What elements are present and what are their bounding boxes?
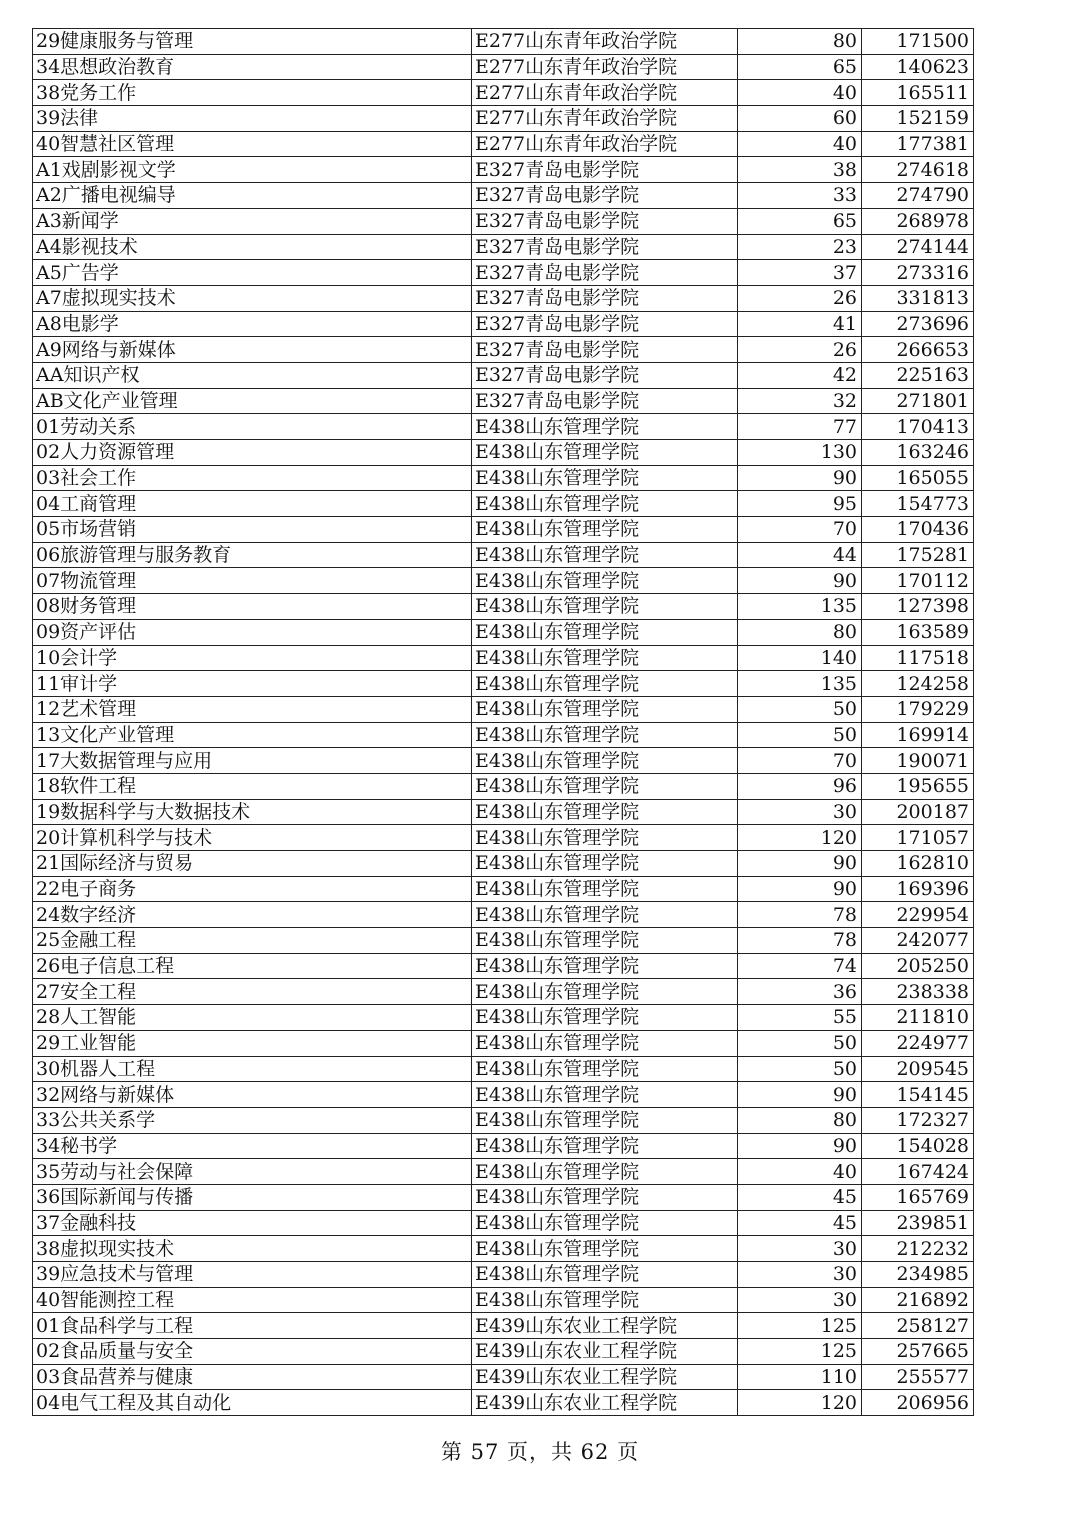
- rank-cell: 170413: [862, 414, 974, 440]
- table-row: [33, 414, 974, 440]
- rank-cell: 216892: [862, 1287, 974, 1313]
- table-row: [33, 440, 974, 466]
- plan-count-cell: 38: [738, 157, 862, 183]
- major-cell: 33公共关系学: [33, 1107, 472, 1133]
- plan-count-cell: 120: [738, 825, 862, 851]
- table-row: [33, 157, 974, 183]
- major-cell: 34思想政治教育: [33, 54, 472, 80]
- major-cell: 27安全工程: [33, 979, 472, 1005]
- school-cell: E439山东农业工程学院: [472, 1364, 738, 1390]
- rank-cell: 169914: [862, 722, 974, 748]
- major-cell: 13文化产业管理: [33, 722, 472, 748]
- table-row: [33, 953, 974, 979]
- plan-count-cell: 110: [738, 1364, 862, 1390]
- school-cell: E438山东管理学院: [472, 440, 738, 466]
- plan-count-cell: 80: [738, 1107, 862, 1133]
- rank-cell: 154145: [862, 1082, 974, 1108]
- table-row: [33, 1184, 974, 1210]
- rank-cell: 274618: [862, 157, 974, 183]
- rank-cell: 172327: [862, 1107, 974, 1133]
- rank-cell: 177381: [862, 131, 974, 157]
- rank-cell: 274790: [862, 183, 974, 209]
- table-row: [33, 1262, 974, 1288]
- major-cell: A2广播电视编导: [33, 183, 472, 209]
- school-cell: E438山东管理学院: [472, 696, 738, 722]
- major-cell: 07物流管理: [33, 568, 472, 594]
- major-cell: 04电气工程及其自动化: [33, 1390, 472, 1416]
- school-cell: E438山东管理学院: [472, 1030, 738, 1056]
- rank-cell: 163246: [862, 440, 974, 466]
- plan-count-cell: 78: [738, 928, 862, 954]
- plan-count-cell: 90: [738, 465, 862, 491]
- major-cell: 37金融科技: [33, 1210, 472, 1236]
- rank-cell: 195655: [862, 773, 974, 799]
- major-cell: 06旅游管理与服务教育: [33, 542, 472, 568]
- major-cell: 09资产评估: [33, 619, 472, 645]
- table-row: [33, 29, 974, 55]
- rank-cell: 162810: [862, 851, 974, 877]
- rank-cell: 165769: [862, 1184, 974, 1210]
- plan-count-cell: 44: [738, 542, 862, 568]
- school-cell: E327青岛电影学院: [472, 208, 738, 234]
- major-cell: 40智慧社区管理: [33, 131, 472, 157]
- major-cell: 11审计学: [33, 671, 472, 697]
- plan-count-cell: 50: [738, 1030, 862, 1056]
- plan-count-cell: 74: [738, 953, 862, 979]
- table-row: [33, 131, 974, 157]
- major-cell: 25金融工程: [33, 928, 472, 954]
- rank-cell: 331813: [862, 285, 974, 311]
- table-row: [33, 928, 974, 954]
- rank-cell: 167424: [862, 1159, 974, 1185]
- table-row: [33, 54, 974, 80]
- table-row: [33, 517, 974, 543]
- major-cell: 39法律: [33, 106, 472, 132]
- rank-cell: 140623: [862, 54, 974, 80]
- table-row: [33, 645, 974, 671]
- school-cell: E438山东管理学院: [472, 979, 738, 1005]
- plan-count-cell: 140: [738, 645, 862, 671]
- plan-count-cell: 125: [738, 1313, 862, 1339]
- school-cell: E327青岛电影学院: [472, 388, 738, 414]
- school-cell: E438山东管理学院: [472, 1056, 738, 1082]
- table-row: [33, 285, 974, 311]
- school-cell: E438山东管理学院: [472, 619, 738, 645]
- plan-count-cell: 130: [738, 440, 862, 466]
- school-cell: E439山东农业工程学院: [472, 1390, 738, 1416]
- rank-cell: 171057: [862, 825, 974, 851]
- school-cell: E277山东青年政治学院: [472, 131, 738, 157]
- rank-cell: 179229: [862, 696, 974, 722]
- table-row: [33, 337, 974, 363]
- major-cell: 21国际经济与贸易: [33, 851, 472, 877]
- school-cell: E327青岛电影学院: [472, 234, 738, 260]
- table-row: [33, 362, 974, 388]
- table-row: [33, 902, 974, 928]
- major-cell: 32网络与新媒体: [33, 1082, 472, 1108]
- major-cell: 34秘书学: [33, 1133, 472, 1159]
- plan-count-cell: 30: [738, 1262, 862, 1288]
- major-cell: 20计算机科学与技术: [33, 825, 472, 851]
- school-cell: E438山东管理学院: [472, 1133, 738, 1159]
- table-row: [33, 1313, 974, 1339]
- school-cell: E438山东管理学院: [472, 671, 738, 697]
- table-row: [33, 671, 974, 697]
- plan-count-cell: 37: [738, 260, 862, 286]
- table-row: [33, 1210, 974, 1236]
- school-cell: E438山东管理学院: [472, 645, 738, 671]
- rank-cell: 205250: [862, 953, 974, 979]
- plan-count-cell: 65: [738, 54, 862, 80]
- rank-cell: 169396: [862, 876, 974, 902]
- table-row: [33, 1287, 974, 1313]
- table-row: [33, 388, 974, 414]
- school-cell: E438山东管理学院: [472, 568, 738, 594]
- school-cell: E438山东管理学院: [472, 491, 738, 517]
- rank-cell: 255577: [862, 1364, 974, 1390]
- table-row: [33, 542, 974, 568]
- rank-cell: 124258: [862, 671, 974, 697]
- major-cell: A4影视技术: [33, 234, 472, 260]
- table-row: [33, 851, 974, 877]
- plan-count-cell: 40: [738, 1159, 862, 1185]
- rank-cell: 190071: [862, 748, 974, 774]
- major-cell: 40智能测控工程: [33, 1287, 472, 1313]
- rank-cell: 238338: [862, 979, 974, 1005]
- plan-count-cell: 33: [738, 183, 862, 209]
- school-cell: E438山东管理学院: [472, 1005, 738, 1031]
- major-cell: A5广告学: [33, 260, 472, 286]
- table-row: [33, 1082, 974, 1108]
- major-cell: AB文化产业管理: [33, 388, 472, 414]
- major-cell: 26电子信息工程: [33, 953, 472, 979]
- major-cell: A8电影学: [33, 311, 472, 337]
- major-cell: A3新闻学: [33, 208, 472, 234]
- rank-cell: 206956: [862, 1390, 974, 1416]
- school-cell: E438山东管理学院: [472, 1159, 738, 1185]
- plan-count-cell: 36: [738, 979, 862, 1005]
- rank-cell: 200187: [862, 799, 974, 825]
- page-number-footer: 第 57 页，共 62 页: [440, 1440, 640, 1464]
- table-row: [33, 1133, 974, 1159]
- plan-count-cell: 90: [738, 876, 862, 902]
- plan-count-cell: 95: [738, 491, 862, 517]
- rank-cell: 165511: [862, 80, 974, 106]
- table-row: [33, 465, 974, 491]
- table-row: [33, 234, 974, 260]
- major-cell: 29健康服务与管理: [33, 29, 472, 55]
- plan-count-cell: 50: [738, 696, 862, 722]
- rank-cell: 257665: [862, 1339, 974, 1365]
- school-cell: E327青岛电影学院: [472, 285, 738, 311]
- major-cell: 08财务管理: [33, 594, 472, 620]
- major-cell: 39应急技术与管理: [33, 1262, 472, 1288]
- plan-count-cell: 50: [738, 1056, 862, 1082]
- major-cell: 02人力资源管理: [33, 440, 472, 466]
- rank-cell: 274144: [862, 234, 974, 260]
- plan-count-cell: 41: [738, 311, 862, 337]
- rank-cell: 271801: [862, 388, 974, 414]
- school-cell: E438山东管理学院: [472, 594, 738, 620]
- rank-cell: 117518: [862, 645, 974, 671]
- table-body: [33, 29, 974, 1416]
- school-cell: E438山东管理学院: [472, 825, 738, 851]
- plan-count-cell: 135: [738, 671, 862, 697]
- plan-count-cell: 70: [738, 517, 862, 543]
- major-cell: A1戏剧影视文学: [33, 157, 472, 183]
- school-cell: E438山东管理学院: [472, 517, 738, 543]
- major-cell: 28人工智能: [33, 1005, 472, 1031]
- plan-count-cell: 26: [738, 285, 862, 311]
- plan-count-cell: 78: [738, 902, 862, 928]
- table-row: [33, 722, 974, 748]
- school-cell: E438山东管理学院: [472, 902, 738, 928]
- table-row: [33, 106, 974, 132]
- plan-count-cell: 50: [738, 722, 862, 748]
- school-cell: E277山东青年政治学院: [472, 106, 738, 132]
- school-cell: E438山东管理学院: [472, 1184, 738, 1210]
- table-row: [33, 260, 974, 286]
- plan-count-cell: 60: [738, 106, 862, 132]
- major-cell: 22电子商务: [33, 876, 472, 902]
- plan-count-cell: 96: [738, 773, 862, 799]
- plan-count-cell: 55: [738, 1005, 862, 1031]
- major-cell: 03食品营养与健康: [33, 1364, 472, 1390]
- plan-count-cell: 30: [738, 799, 862, 825]
- school-cell: E327青岛电影学院: [472, 337, 738, 363]
- plan-count-cell: 120: [738, 1390, 862, 1416]
- school-cell: E438山东管理学院: [472, 1262, 738, 1288]
- plan-count-cell: 90: [738, 1082, 862, 1108]
- school-cell: E438山东管理学院: [472, 876, 738, 902]
- rank-cell: 154028: [862, 1133, 974, 1159]
- rank-cell: 171500: [862, 29, 974, 55]
- school-cell: E438山东管理学院: [472, 722, 738, 748]
- table-row: [33, 311, 974, 337]
- school-cell: E438山东管理学院: [472, 1082, 738, 1108]
- major-cell: 35劳动与社会保障: [33, 1159, 472, 1185]
- rank-cell: 209545: [862, 1056, 974, 1082]
- plan-count-cell: 90: [738, 568, 862, 594]
- school-cell: E438山东管理学院: [472, 799, 738, 825]
- table-row: [33, 1390, 974, 1416]
- school-cell: E438山东管理学院: [472, 1287, 738, 1313]
- major-cell: A7虚拟现实技术: [33, 285, 472, 311]
- major-cell: 24数字经济: [33, 902, 472, 928]
- major-cell: 02食品质量与安全: [33, 1339, 472, 1365]
- school-cell: E438山东管理学院: [472, 773, 738, 799]
- school-cell: E438山东管理学院: [472, 465, 738, 491]
- school-cell: E327青岛电影学院: [472, 260, 738, 286]
- rank-cell: 234985: [862, 1262, 974, 1288]
- rank-cell: 170436: [862, 517, 974, 543]
- major-cell: 03社会工作: [33, 465, 472, 491]
- school-cell: E438山东管理学院: [472, 414, 738, 440]
- rank-cell: 268978: [862, 208, 974, 234]
- rank-cell: 211810: [862, 1005, 974, 1031]
- major-cell: A9网络与新媒体: [33, 337, 472, 363]
- plan-count-cell: 23: [738, 234, 862, 260]
- major-cell: 05市场营销: [33, 517, 472, 543]
- table-row: [33, 594, 974, 620]
- rank-cell: 127398: [862, 594, 974, 620]
- table-row: [33, 1056, 974, 1082]
- rank-cell: 165055: [862, 465, 974, 491]
- school-cell: E327青岛电影学院: [472, 362, 738, 388]
- school-cell: E438山东管理学院: [472, 953, 738, 979]
- major-cell: 12艺术管理: [33, 696, 472, 722]
- plan-count-cell: 30: [738, 1287, 862, 1313]
- plan-count-cell: 90: [738, 851, 862, 877]
- rank-cell: 154773: [862, 491, 974, 517]
- plan-count-cell: 77: [738, 414, 862, 440]
- table-row: [33, 1236, 974, 1262]
- school-cell: E327青岛电影学院: [472, 311, 738, 337]
- major-cell: 18软件工程: [33, 773, 472, 799]
- rank-cell: 273316: [862, 260, 974, 286]
- major-cell: 30机器人工程: [33, 1056, 472, 1082]
- table-row: [33, 1005, 974, 1031]
- rank-cell: 175281: [862, 542, 974, 568]
- rank-cell: 258127: [862, 1313, 974, 1339]
- rank-cell: 170112: [862, 568, 974, 594]
- plan-count-cell: 30: [738, 1236, 862, 1262]
- plan-count-cell: 80: [738, 29, 862, 55]
- major-cell: 38虚拟现实技术: [33, 1236, 472, 1262]
- table-row: [33, 568, 974, 594]
- major-cell: AA知识产权: [33, 362, 472, 388]
- table-row: [33, 876, 974, 902]
- rank-cell: 229954: [862, 902, 974, 928]
- plan-count-cell: 70: [738, 748, 862, 774]
- school-cell: E438山东管理学院: [472, 1236, 738, 1262]
- school-cell: E438山东管理学院: [472, 1107, 738, 1133]
- table-row: [33, 825, 974, 851]
- table-row: [33, 619, 974, 645]
- school-cell: E277山东青年政治学院: [472, 29, 738, 55]
- plan-count-cell: 42: [738, 362, 862, 388]
- table-row: [33, 1339, 974, 1365]
- school-cell: E327青岛电影学院: [472, 183, 738, 209]
- plan-count-cell: 90: [738, 1133, 862, 1159]
- rank-cell: 242077: [862, 928, 974, 954]
- plan-count-cell: 32: [738, 388, 862, 414]
- table-row: [33, 773, 974, 799]
- major-cell: 19数据科学与大数据技术: [33, 799, 472, 825]
- plan-count-cell: 40: [738, 131, 862, 157]
- school-cell: E327青岛电影学院: [472, 157, 738, 183]
- table-row: [33, 696, 974, 722]
- rank-cell: 266653: [862, 337, 974, 363]
- table-row: [33, 80, 974, 106]
- plan-count-cell: 65: [738, 208, 862, 234]
- table-row: [33, 1030, 974, 1056]
- table-row: [33, 491, 974, 517]
- table-row: [33, 1159, 974, 1185]
- plan-count-cell: 45: [738, 1184, 862, 1210]
- major-cell: 17大数据管理与应用: [33, 748, 472, 774]
- rank-cell: 224977: [862, 1030, 974, 1056]
- admission-table: [32, 28, 974, 1416]
- school-cell: E438山东管理学院: [472, 542, 738, 568]
- plan-count-cell: 45: [738, 1210, 862, 1236]
- rank-cell: 225163: [862, 362, 974, 388]
- school-cell: E438山东管理学院: [472, 748, 738, 774]
- plan-count-cell: 135: [738, 594, 862, 620]
- school-cell: E438山东管理学院: [472, 928, 738, 954]
- school-cell: E438山东管理学院: [472, 851, 738, 877]
- major-cell: 36国际新闻与传播: [33, 1184, 472, 1210]
- major-cell: 10会计学: [33, 645, 472, 671]
- rank-cell: 239851: [862, 1210, 974, 1236]
- table-row: [33, 1107, 974, 1133]
- school-cell: E439山东农业工程学院: [472, 1339, 738, 1365]
- plan-count-cell: 125: [738, 1339, 862, 1365]
- school-cell: E439山东农业工程学院: [472, 1313, 738, 1339]
- school-cell: E438山东管理学院: [472, 1210, 738, 1236]
- table-row: [33, 979, 974, 1005]
- major-cell: 29工业智能: [33, 1030, 472, 1056]
- table-row: [33, 208, 974, 234]
- major-cell: 38党务工作: [33, 80, 472, 106]
- table-row: [33, 799, 974, 825]
- rank-cell: 163589: [862, 619, 974, 645]
- rank-cell: 212232: [862, 1236, 974, 1262]
- school-cell: E277山东青年政治学院: [472, 54, 738, 80]
- table-row: [33, 183, 974, 209]
- rank-cell: 273696: [862, 311, 974, 337]
- major-cell: 01劳动关系: [33, 414, 472, 440]
- major-cell: 04工商管理: [33, 491, 472, 517]
- plan-count-cell: 26: [738, 337, 862, 363]
- school-cell: E277山东青年政治学院: [472, 80, 738, 106]
- plan-count-cell: 40: [738, 80, 862, 106]
- table-row: [33, 748, 974, 774]
- table-row: [33, 1364, 974, 1390]
- rank-cell: 152159: [862, 106, 974, 132]
- major-cell: 01食品科学与工程: [33, 1313, 472, 1339]
- plan-count-cell: 80: [738, 619, 862, 645]
